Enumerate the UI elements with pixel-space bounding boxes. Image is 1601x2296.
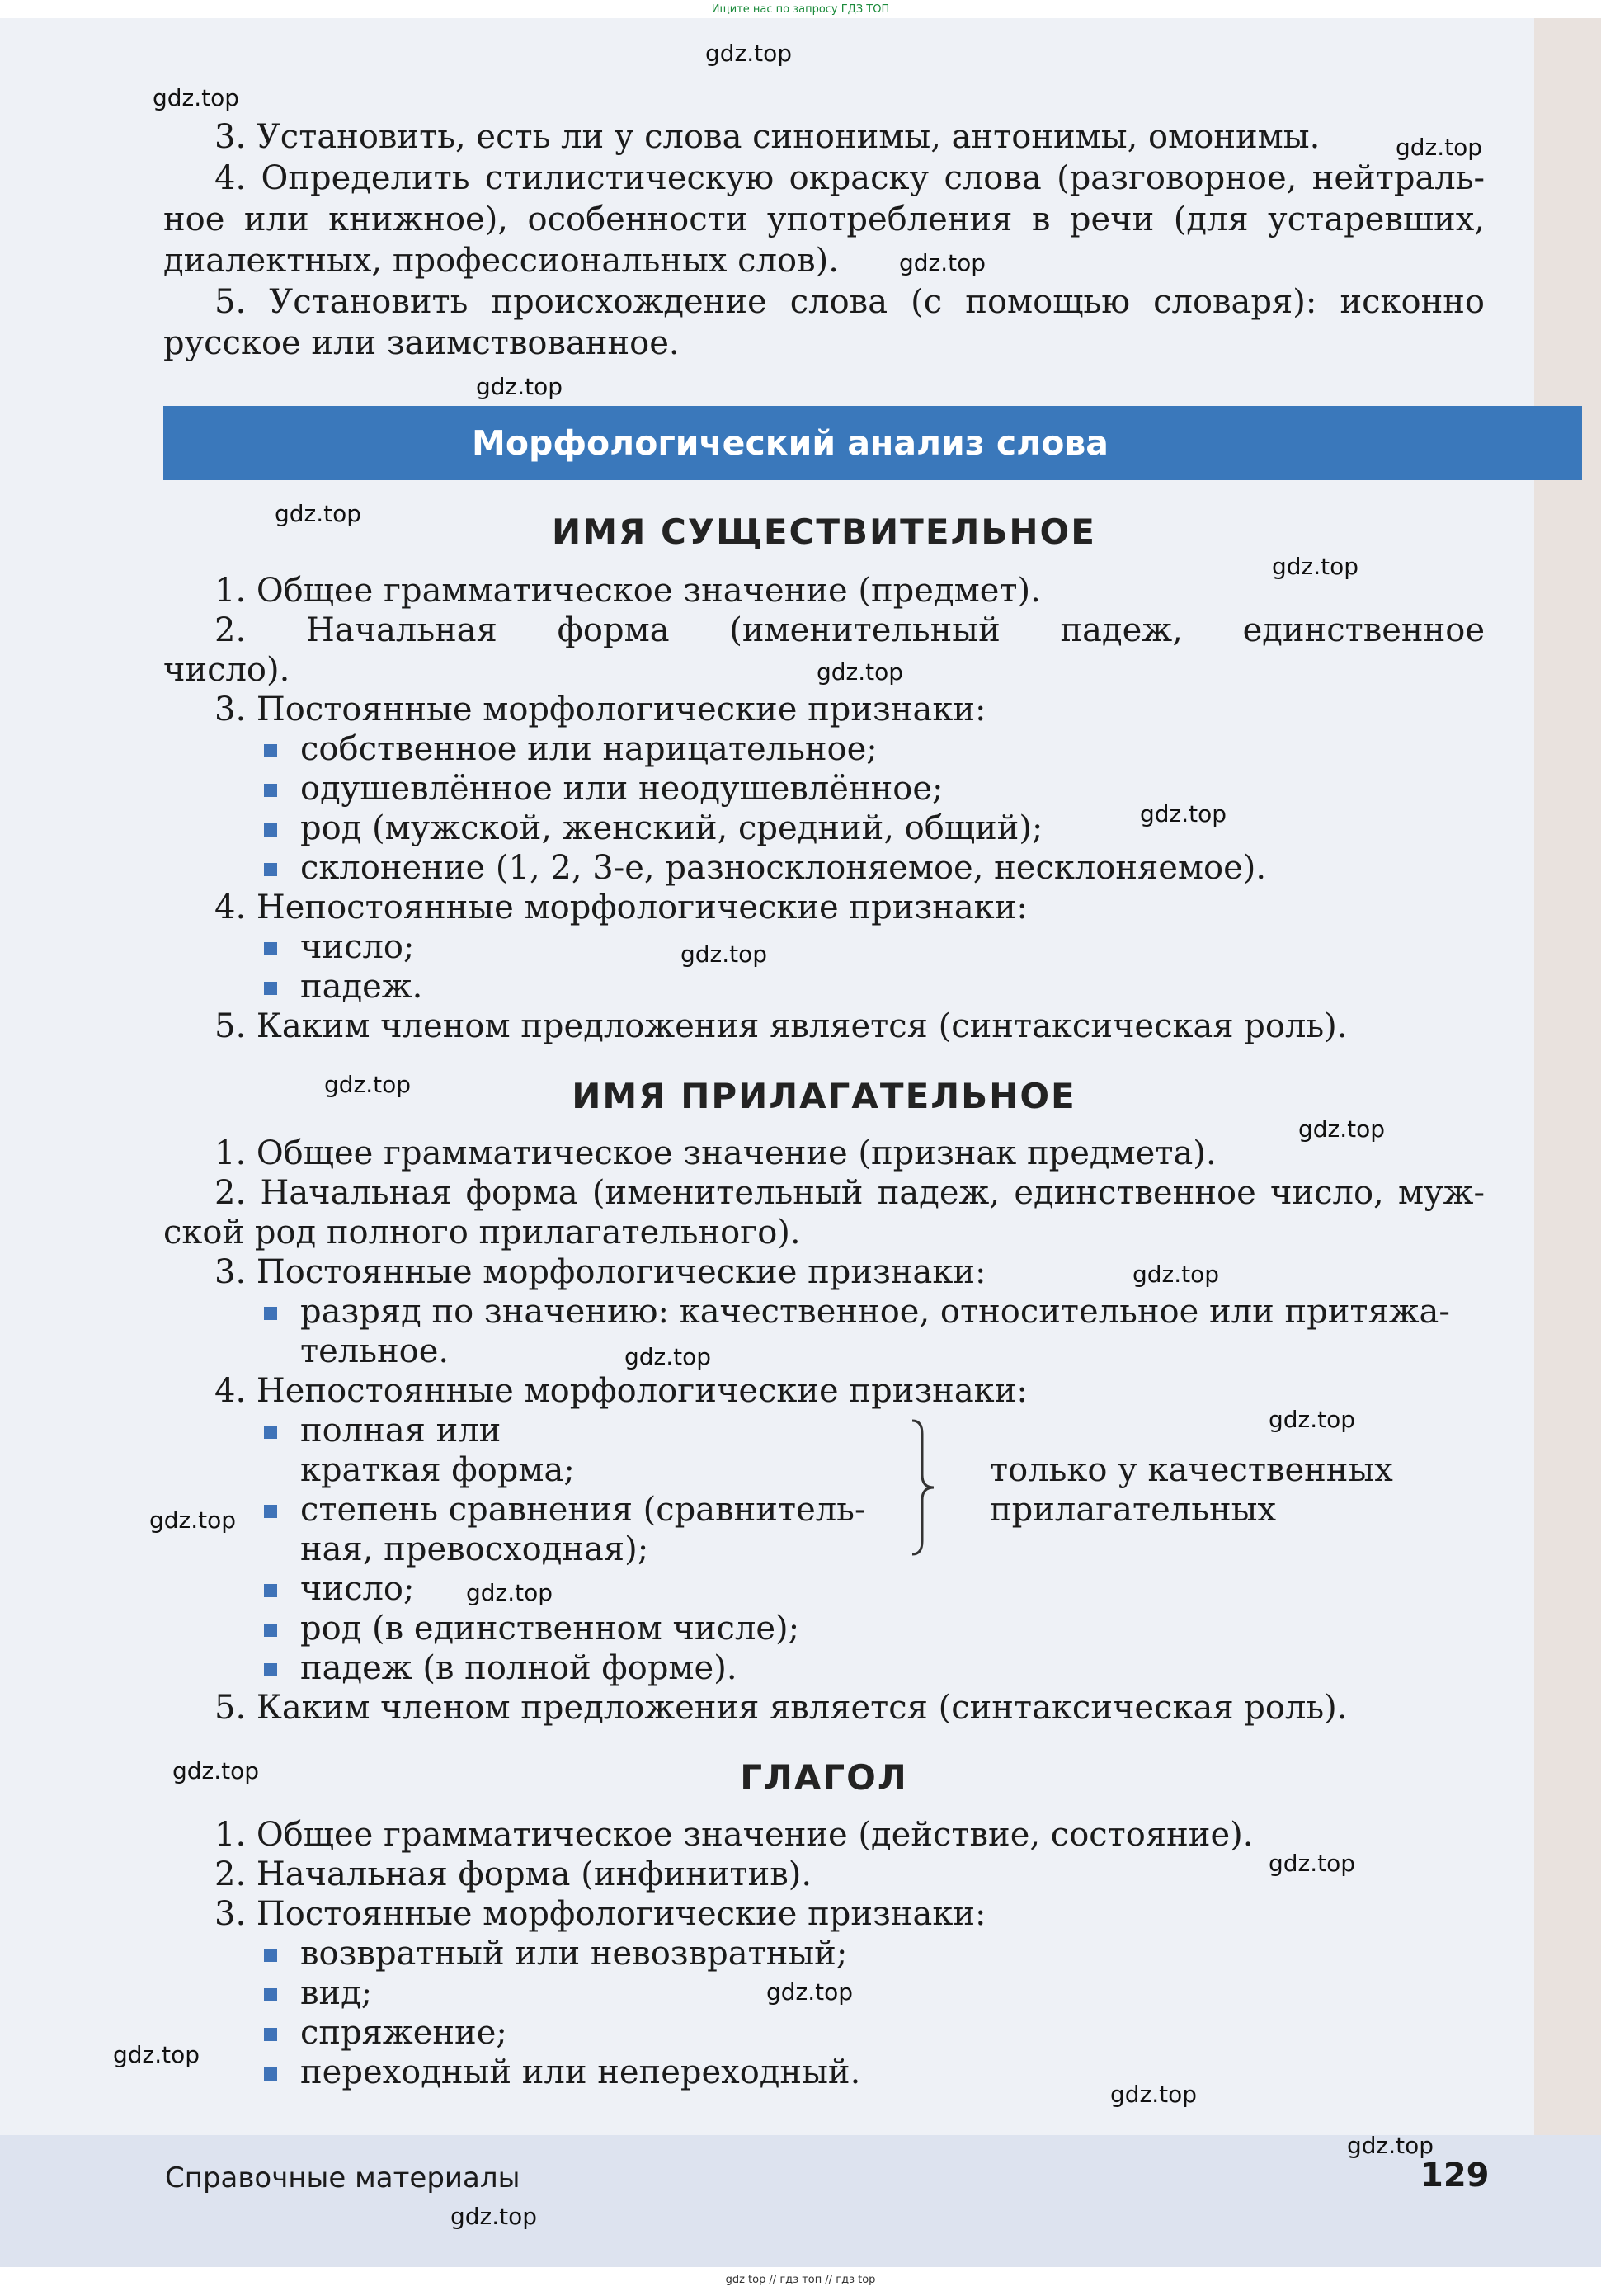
watermark: gdz.top: [1269, 1406, 1356, 1433]
bullet-square-icon: [264, 2028, 277, 2041]
adjective-point-2-line-1: 2. Начальная форма (именительный падеж, единственное число, муж-: [214, 1174, 1485, 1212]
adjective-heading: ИМЯ ПРИЛАГАТЕЛЬНОЕ: [572, 1076, 1076, 1116]
watermark: gdz.top: [476, 373, 563, 400]
watermark: gdz.top: [624, 1343, 712, 1370]
verb-point-2: 2. Начальная форма (инфинитив).: [214, 1855, 812, 1893]
brace-note-line-2: прилагательных: [990, 1491, 1277, 1529]
section-banner: [163, 406, 1582, 480]
watermark: gdz.top: [149, 1506, 237, 1534]
watermark: gdz.top: [899, 249, 986, 276]
noun-point-2-line-1: 2. Начальная форма (именительный падеж, единственное: [214, 611, 1485, 649]
intro-item-5-line-1: 5. Установить происхождение слова (с помощью словаря): исконно: [214, 283, 1485, 321]
watermark: gdz.top: [1347, 2132, 1434, 2159]
page-number: 129: [1420, 2157, 1490, 2195]
bullet-square-icon: [264, 863, 277, 876]
watermark: gdz.top: [1298, 1115, 1386, 1143]
watermark: gdz.top: [113, 2041, 200, 2068]
bullet-square-icon: [264, 982, 277, 995]
adjective-point-1: 1. Общее грамматическое значение (признак предмета).: [214, 1134, 1217, 1172]
watermark: gdz.top: [1396, 134, 1483, 161]
adjective-point-2-line-2: ской род полного прилагательного).: [163, 1214, 801, 1252]
adjective-point-4: 4. Непостоянные морфологические признаки:: [214, 1372, 1028, 1410]
bottom-hint: gdz top // гдз топ // гдз top: [725, 2274, 876, 2286]
intro-item-3: 3. Установить, есть ли у слова синонимы, антонимы, омонимы.: [214, 118, 1321, 156]
watermark: gdz.top: [1110, 2081, 1198, 2108]
noun-point-3: 3. Постоянные морфологические признаки:: [214, 691, 986, 728]
bullet-square-icon: [264, 1505, 277, 1518]
bullet-square-icon: [264, 1584, 277, 1597]
verb-point-3: 3. Постоянные морфологические признаки:: [214, 1895, 986, 1933]
curly-brace-icon: [907, 1417, 940, 1558]
watermark: gdz.top: [275, 500, 362, 527]
brace-note-line-1: только у качественных: [990, 1451, 1393, 1489]
page-edge: [1534, 18, 1601, 2267]
watermark: gdz.top: [450, 2203, 538, 2230]
watermark: gdz.top: [324, 1071, 412, 1098]
noun-heading: ИМЯ СУЩЕСТВИТЕЛЬНОЕ: [552, 512, 1096, 552]
section-banner-title: Морфологический анализ слова: [472, 423, 1109, 463]
bullet-square-icon: [264, 1624, 277, 1637]
intro-item-4-line-2: ное или книжное), особенности употребления в речи (для устаревших,: [163, 200, 1485, 238]
watermark: gdz.top: [1132, 1261, 1220, 1288]
watermark: gdz.top: [1140, 800, 1227, 827]
verb-heading: ГЛАГОЛ: [740, 1757, 908, 1798]
adjective-point-3: 3. Постоянные морфологические признаки:: [214, 1253, 986, 1291]
watermark: gdz.top: [680, 941, 768, 968]
watermark: gdz.top: [766, 1978, 854, 2006]
watermark: gdz.top: [466, 1579, 553, 1606]
footer-section-title: Справочные материалы: [165, 2162, 520, 2195]
intro-item-4-line-1: 4. Определить стилистическую окраску слова (разговорное, нейтраль-: [214, 159, 1485, 197]
intro-item-5-line-2: русское или заимствованное.: [163, 324, 680, 362]
adjective-point-5: 5. Каким членом предложения является (синтаксическая роль).: [214, 1689, 1348, 1727]
noun-point-1: 1. Общее грамматическое значение (предмет).: [214, 572, 1041, 610]
bullet-square-icon: [264, 823, 277, 837]
watermark: gdz.top: [153, 84, 240, 111]
bullet-square-icon: [264, 1663, 277, 1676]
noun-point-4: 4. Непостоянные морфологические признаки:: [214, 889, 1028, 926]
adjective-bullet-3-cont: ная, превосходная);: [300, 1530, 649, 1568]
bullet-square-icon: [264, 1307, 277, 1320]
adjective-bullet-2-cont: краткая форма;: [300, 1451, 575, 1489]
bullet-square-icon: [264, 942, 277, 955]
bullet-square-icon: [264, 1426, 277, 1439]
bullet-square-icon: [264, 784, 277, 797]
bullet-square-icon: [264, 2067, 277, 2081]
watermark: gdz.top: [1269, 1850, 1356, 1877]
bullet-square-icon: [264, 1949, 277, 1962]
intro-item-4-line-3: диалектных, профессиональных слов).: [163, 242, 839, 280]
watermark: gdz.top: [817, 658, 904, 686]
bullet-square-icon: [264, 1988, 277, 2001]
watermark: gdz.top: [172, 1757, 260, 1784]
noun-point-5: 5. Каким членом предложения является (синтаксическая роль).: [214, 1007, 1348, 1045]
top-search-hint: Ищите нас по запросу ГДЗ ТОП: [711, 3, 890, 16]
noun-point-2-line-2: число).: [163, 651, 290, 689]
verb-point-1: 1. Общее грамматическое значение (действие, состояние).: [214, 1816, 1254, 1854]
watermark: gdz.top: [1272, 553, 1359, 580]
adjective-bullet-1-cont: тельное.: [300, 1332, 450, 1370]
watermark: gdz.top: [705, 40, 793, 67]
bullet-square-icon: [264, 744, 277, 757]
